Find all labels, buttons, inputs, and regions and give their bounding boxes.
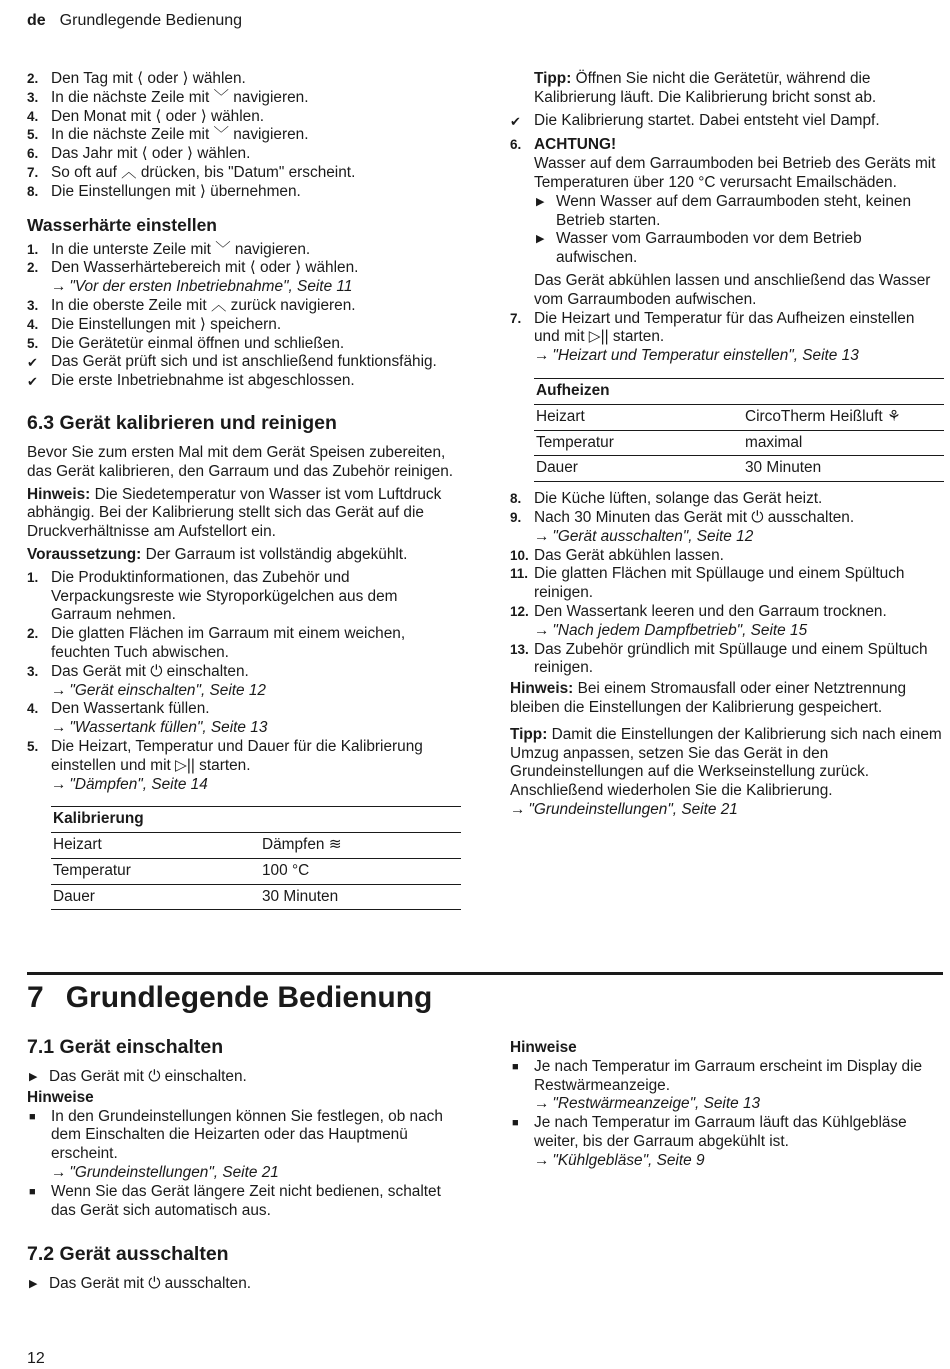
list-item: ■ Je nach Temperatur im Garraum erscheint im Display die Restwärmeanzeige. → "Restwärmeanzeige", Seite 13 (510, 1058, 942, 1114)
check-icon: ✔ (510, 113, 521, 129)
switch-on-step (27, 1068, 459, 1087)
cross-reference[interactable]: → "Heizart und Temperatur einstellen", Seite 13 (534, 347, 859, 365)
table-row: Dauer 30 Minuten (51, 884, 461, 910)
chapter7-right-column (510, 1037, 942, 1171)
list-item: 7. So oft auf ︿ drücken, bis "Datum" erscheint. (27, 163, 356, 181)
list-item: 8. Die Einstellungen mit ⟩ übernehmen. (27, 182, 301, 200)
list-item: 6. ACHTUNG! Wasser auf dem Garraumboden bei Betrieb des Geräts mit Temperaturen über 120 °C verursacht Emailschäden. ▶ Wenn Wasser auf dem Garraumboden steht, keinen Betrieb starten. ▶ Wasser vom Garraumboden vor dem Betrieb aufwischen. Das Gerät abkühlen lassen und anschließend das Wasser vom Garraumboden aufwischen. (510, 136, 942, 309)
table-row: Temperatur 100 °C (51, 858, 461, 884)
calibration-steps (27, 569, 459, 795)
list-item: 3. In die oberste Zeile mit ︿ zurück navigieren. (27, 296, 356, 314)
notes-list (510, 1058, 942, 1171)
cross-reference[interactable]: → "Grundeinstellungen", Seite 21 (510, 800, 738, 818)
table-row: Heizart CircoTherm Heißluft ⚘ (534, 404, 944, 430)
section-heading-7-2: 7.2 Gerät ausschalten (27, 1243, 229, 1266)
cross-reference[interactable]: → "Gerät ausschalten", Seite 12 (534, 527, 754, 545)
section-heading-6-3: 6.3 Gerät kalibrieren und reinigen (27, 411, 337, 434)
tip-paragraph: Tipp: Damit die Einstellungen der Kalibrierung sich nach einem Umzug anpassen, setzen Sie das Gerät in den Grundeinstellungen auf die Werkseinstellung zurück. Anschließend wiederholen Sie die Kalibrierung. → "Grundeinstellungen", Seite 21 (510, 725, 942, 818)
list-item: 13. Das Zubehör gründlich mit Spüllauge und einem Spültuch reinigen. (510, 640, 928, 677)
intro-text: Bevor Sie zum ersten Mal mit dem Gerät Speisen zubereiten, das Gerät kalibrieren, den Garraum und das Zubehör reinigen. (27, 443, 454, 480)
result-list (510, 112, 942, 131)
left-column (27, 70, 459, 918)
list-item: 4. Die Einstellungen mit ⟩ speichern. (27, 315, 282, 333)
table-row: Temperatur maximal (534, 430, 944, 456)
cleaning-steps (510, 490, 942, 678)
table-header: Aufheizen (534, 378, 944, 404)
list-item: ✔ Die erste Inbetriebnahme ist abgeschlossen. (27, 372, 459, 391)
chapter-divider (27, 972, 943, 975)
page-number: 12 (27, 1350, 45, 1367)
notes-list (27, 1108, 459, 1221)
header-title: Grundlegende Bedienung (59, 12, 243, 29)
list-item: ▶ Das Gerät mit ⏻ ausschalten. (29, 1275, 252, 1293)
list-item: 6. Das Jahr mit ⟨ oder ⟩ wählen. (27, 145, 251, 163)
hint-paragraph: Hinweis: Bei einem Stromausfall oder einer Netztrennung bleiben die Einstellungen der Kalibrierung gespeichert. (510, 680, 907, 716)
check-icon: ✔ (27, 374, 38, 390)
calibration-table (51, 806, 461, 910)
cross-reference[interactable]: → "Kühlgebläse", Seite 9 (534, 1151, 705, 1169)
list-item: 3. In die nächste Zeile mit ﹀ navigieren. (27, 88, 309, 106)
language-code: de (27, 12, 46, 29)
list-item: 5. In die nächste Zeile mit ﹀ navigieren. (27, 126, 309, 144)
cross-reference[interactable]: → "Wassertank füllen", Seite 13 (51, 719, 268, 737)
list-item: 10. Das Gerät abkühlen lassen. (510, 546, 724, 564)
section-heading-7-1: 7.1 Gerät einschalten (27, 1036, 224, 1058)
right-column (510, 70, 942, 824)
list-item: 2. Den Wasserhärtebereich mit ⟨ oder ⟩ wählen. → "Vor der ersten Inbetriebnahme", Seite 11 (27, 259, 459, 297)
list-item: 7. Die Heizart und Temperatur für das Aufheizen einstellen und mit ▷|| starten. → "Heizart und Temperatur einstellen", Seite 13 (510, 310, 942, 366)
list-item: 4. Den Wassertank füllen. → "Wassertank füllen", Seite 13 (27, 700, 459, 738)
date-steps-list (27, 70, 459, 202)
list-item: ✔ Das Gerät prüft sich und ist anschließend funktionsfähig. (27, 353, 459, 372)
list-item: ▶ Das Gerät mit ⏻ einschalten. (29, 1068, 247, 1085)
list-item: ■ In den Grundeinstellungen können Sie festlegen, ob nach dem Einschalten die Heizarten oder das Hauptmenü erscheint. → "Grundeinstellungen", Seite 21 (27, 1108, 459, 1183)
warning-title: ACHTUNG! (534, 136, 617, 154)
list-item: ■ Je nach Temperatur im Garraum läuft das Kühlgebläse weiter, bis der Garraum abgekühlt ist. → "Kühlgebläse", Seite 9 (510, 1114, 942, 1170)
warning-actions (534, 193, 942, 268)
list-item: 8. Die Küche lüften, solange das Gerät heizt. (510, 490, 823, 508)
list-item: ▶ Wenn Wasser auf dem Garraumboden steht, keinen Betrieb starten. (536, 192, 912, 229)
list-item: ■ Wenn Sie das Gerät längere Zeit nicht bedienen, schaltet das Gerät sich automatisch aus. (29, 1182, 441, 1219)
list-item: 9. Nach 30 Minuten das Gerät mit ⏻ ausschalten. → "Gerät ausschalten", Seite 12 (510, 509, 942, 547)
cross-reference[interactable]: → "Nach jedem Dampfbetrieb", Seite 15 (534, 621, 808, 639)
cross-reference[interactable]: → "Grundeinstellungen", Seite 21 (51, 1163, 279, 1181)
table-row: Heizart Dämpfen ≋ (51, 833, 461, 859)
switch-off-step (27, 1275, 459, 1294)
check-icon: ✔ (27, 355, 38, 371)
notes-heading: Hinweise (27, 1088, 94, 1106)
page-header (27, 12, 242, 31)
list-item: ✔ Die Kalibrierung startet. Dabei entsteht viel Dampf. (510, 112, 942, 131)
list-item: 5. Die Gerätetür einmal öffnen und schließen. (27, 334, 345, 352)
list-item: 11. Die glatten Flächen mit Spüllauge und einem Spültuch reinigen. (510, 565, 905, 602)
list-item: 1. In die unterste Zeile mit ﹀ navigieren. (27, 240, 311, 258)
notes-heading: Hinweise (510, 1039, 577, 1056)
cross-reference[interactable]: → "Vor der ersten Inbetriebnahme", Seite 11 (51, 278, 353, 296)
cross-reference[interactable]: → "Restwärmeanzeige", Seite 13 (534, 1095, 761, 1113)
list-item: 2. Den Tag mit ⟨ oder ⟩ wählen. (27, 70, 246, 87)
list-item: 5. Die Heizart, Temperatur und Dauer für die Kalibrierung einstellen und mit ▷|| starten. → "Dämpfen", Seite 14 (27, 738, 459, 794)
list-item: ▶ Wasser vom Garraumboden vor dem Betrieb aufwischen. (536, 230, 862, 267)
list-item: 1. Die Produktinformationen, das Zubehör und Verpackungsreste wie Styroporkügelchen aus dem Garraum nehmen. (27, 568, 398, 624)
cross-reference[interactable]: → "Gerät einschalten", Seite 12 (51, 681, 266, 699)
cross-reference[interactable]: → "Dämpfen", Seite 14 (51, 775, 208, 793)
chapter-title: 7 Grundlegende Bedienung (27, 981, 433, 1014)
list-item: 12. Den Wassertank leeren und den Garraum trocknen. → "Nach jedem Dampfbetrieb", Seite 15 (510, 603, 942, 641)
preheat-table (534, 378, 944, 482)
chapter7-left-column (27, 1035, 459, 1294)
section-heading-wasserhaerte: Wasserhärte einstellen (27, 214, 217, 235)
table-header: Kalibrierung (51, 807, 461, 833)
warning-step (510, 136, 942, 366)
water-hardness-steps (27, 241, 459, 391)
hint-paragraph: Hinweis: Die Siedetemperatur von Wasser ist vom Luftdruck abhängig. Bei der Kalibrierung stellt sich das Gerät auf die Druckverhältnisse am Aufstellort ein. (27, 485, 442, 541)
list-item: 4. Den Monat mit ⟨ oder ⟩ wählen. (27, 107, 265, 125)
list-item: 2. Die glatten Flächen im Garraum mit einem weichen, feuchten Tuch abwischen. (27, 625, 406, 661)
list-item: 3. Das Gerät mit ⏻ einschalten. → "Gerät einschalten", Seite 12 (27, 663, 459, 701)
table-row: Dauer 30 Minuten (534, 456, 944, 482)
requirement-paragraph: Voraussetzung: Der Garraum ist vollständig abgekühlt. (27, 545, 408, 563)
tip-paragraph: Tipp: Öffnen Sie nicht die Gerätetür, während die Kalibrierung läuft. Die Kalibrierung bricht sonst ab. (534, 70, 877, 106)
